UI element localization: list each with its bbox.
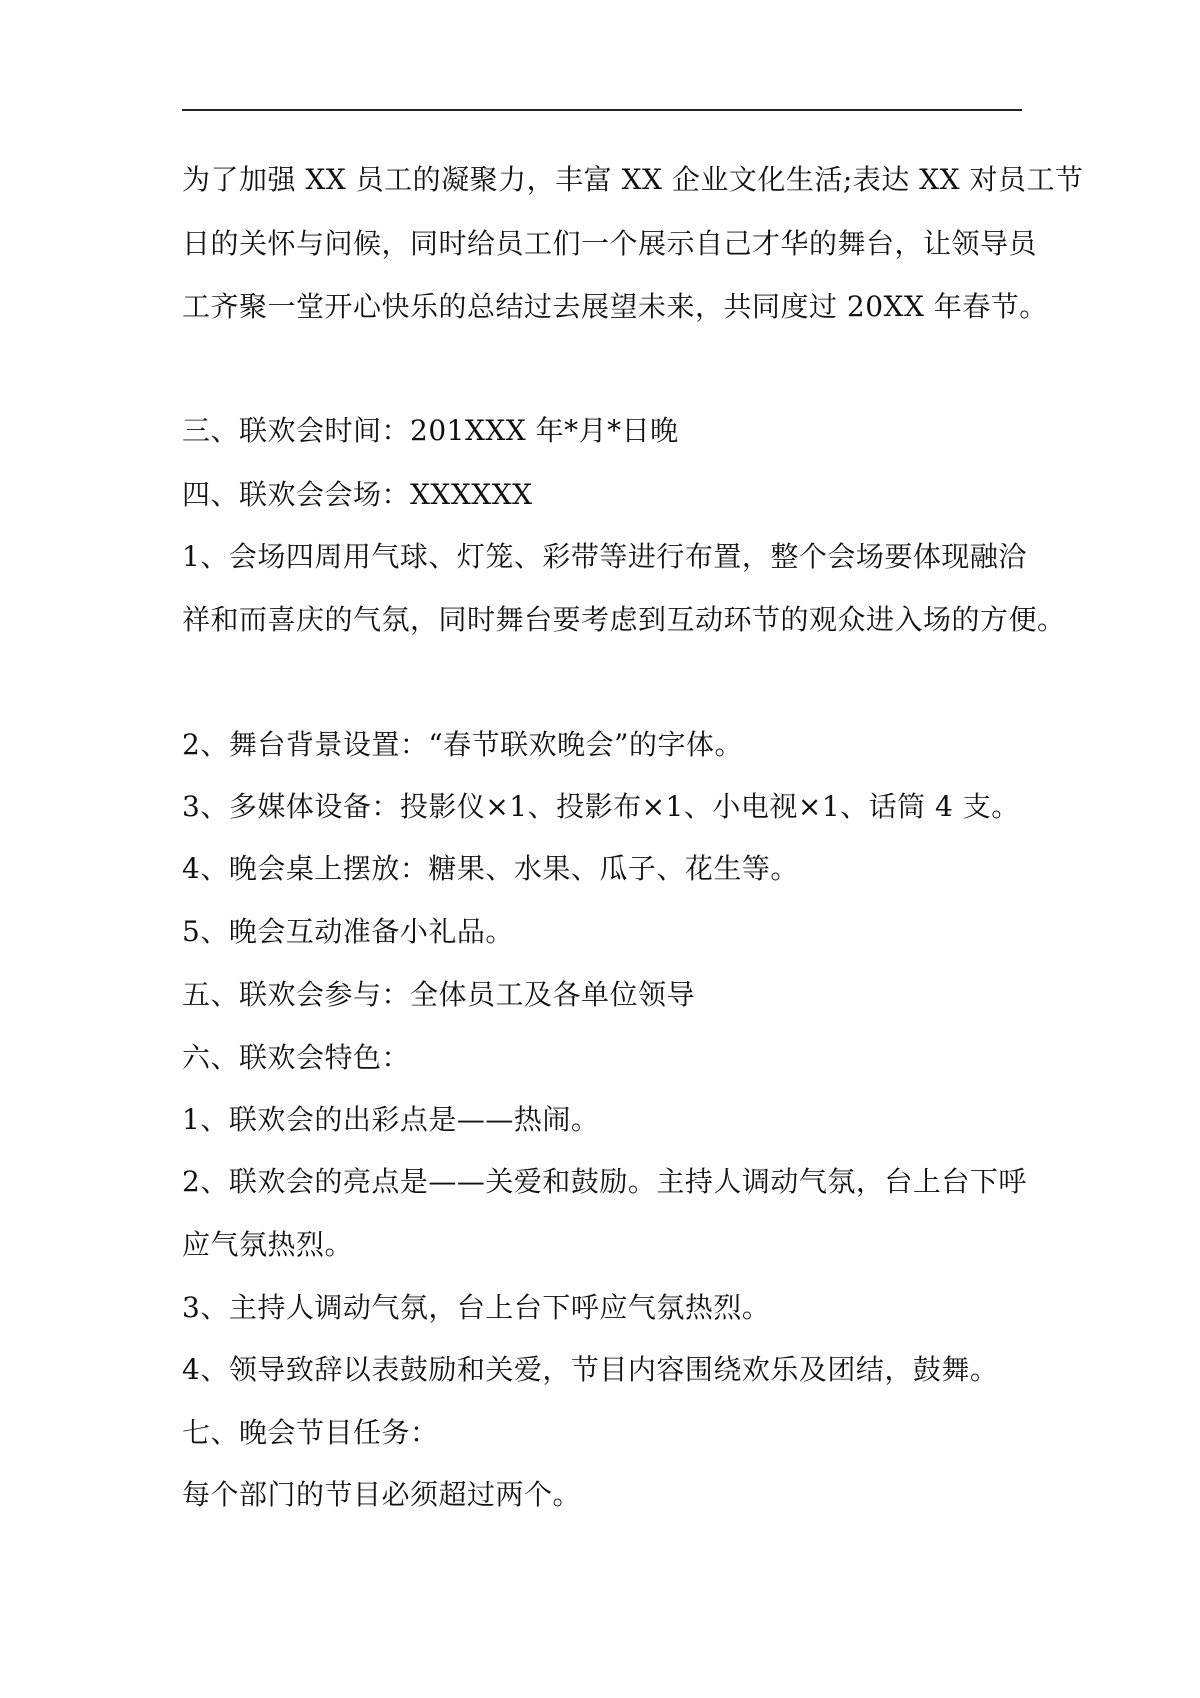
list-item: 3、多媒体设备：投影仪×1、投影布×1、小电视×1、话筒 4 支。 bbox=[182, 790, 1020, 823]
list-item: 4、领导致辞以表鼓励和关爱，节目内容围绕欢乐及团结，鼓舞。 bbox=[182, 1353, 999, 1386]
list-item: 1、联欢会的出彩点是——热闹。 bbox=[182, 1103, 600, 1136]
list-item: 4、晚会桌上摆放：糖果、水果、瓜子、花生等。 bbox=[182, 852, 799, 885]
paragraph-line: 日的关怀与问候，同时给员工们一个展示自己才华的舞台，让领导员 bbox=[182, 227, 1038, 260]
list-item: 2、联欢会的亮点是——关爱和鼓励。主持人调动气氛，台上台下呼 bbox=[182, 1165, 1027, 1198]
section-heading-features: 六、联欢会特色： bbox=[182, 1041, 411, 1074]
header-rule bbox=[182, 109, 1022, 111]
section-heading-participants: 五、联欢会参与：全体员工及各单位领导 bbox=[182, 978, 696, 1011]
list-item: 5、晚会互动准备小礼品。 bbox=[182, 915, 514, 948]
list-item: 2、舞台背景设置：“春节联欢晚会”的字体。 bbox=[182, 728, 743, 761]
paragraph-line: 每个部门的节目必须超过两个。 bbox=[182, 1478, 582, 1511]
section-heading-venue: 四、联欢会会场：XXXXXX bbox=[182, 478, 533, 511]
list-item-continuation: 应气氛热烈。 bbox=[182, 1228, 354, 1261]
list-item: 1、会场四周用气球、灯笼、彩带等进行布置，整个会场要体现融洽 bbox=[182, 540, 1027, 573]
section-heading-program: 七、晚会节目任务： bbox=[182, 1416, 439, 1449]
paragraph-line: 工齐聚一堂开心快乐的总结过去展望未来，共同度过 20XX 年春节。 bbox=[182, 290, 1048, 323]
paragraph-line: 为了加强 XX 员工的凝聚力，丰富 XX 企业文化生活;表达 XX 对员工节 bbox=[182, 163, 1084, 196]
list-item-continuation: 祥和而喜庆的气氛，同时舞台要考虑到互动环节的观众进入场的方便。 bbox=[182, 603, 1066, 636]
section-heading-time: 三、联欢会时间：201XXX 年*月*日晚 bbox=[182, 414, 679, 447]
list-item: 3、主持人调动气氛，台上台下呼应气氛热烈。 bbox=[182, 1291, 771, 1324]
